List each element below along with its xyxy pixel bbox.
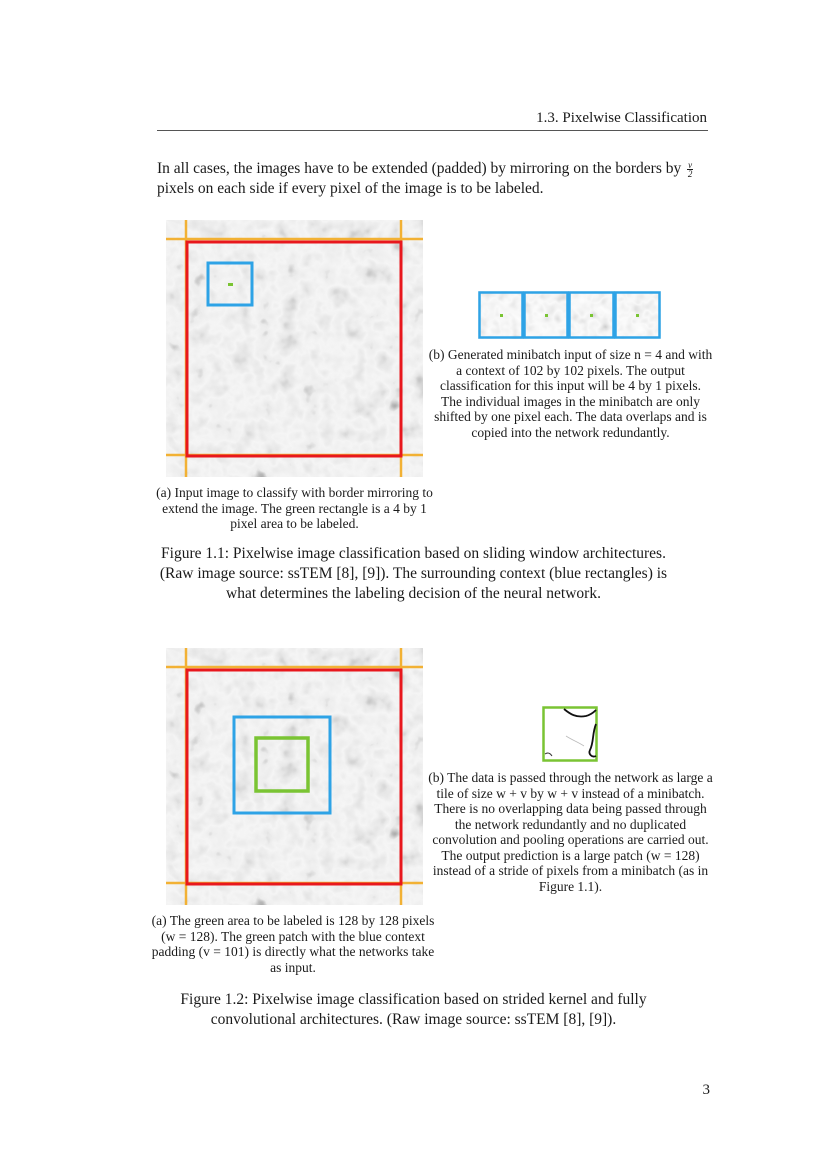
figure1-caption: Figure 1.1: Pixelwise image classification based on sliding window architectures. (Raw image source: ssTEM [8], [9]). The surrounding context (blue rectangles) is what determines the labeling decision of the neural network. [159,545,668,602]
figure2-caption-b: (b) The data is passed through the network as large a tile of size w + v by w + v instead of a minibatch. There is no overlapping data being passed through the network redundantly and no duplicated convolution and pooling operations are carried out. The output prediction is a large patch (w = 128) instead of a stride of pixels from a minibatch (as in Figure 1.1). [428,770,713,894]
figure2-output-patch [542,706,598,762]
intro-paragraph: In all cases, the images have to be extended (padded) by mirroring on the borders by $\frac{v}{2}$ pixels on each side if every pixel of the image is to be labeled. [157,160,693,197]
figure2-caption-a: (a) The green area to be labeled is 128 by 128 pixels (w = 128). The green patch with the blue context padding (v = 101) is directly what the networks take as input. [151,913,435,975]
figure1-input-image [166,220,423,477]
figure1-minibatch-strip [478,291,661,339]
page-number: 3 [702,1082,710,1098]
fraction-v-over-2: $\frac{v}{2}$ [687,160,693,179]
figure1-caption-a: (a) Input image to classify with border mirroring to extend the image. The green rectangle is a 4 by 1 pixel area to be labeled. [156,485,433,531]
figure2-input-image [166,648,423,905]
figure1-caption-b: (b) Generated minibatch input of size n = 4 and with a context of 102 by 102 pixels. The output classification for this input will be 4 by 1 pixels. The individual images in the minibatch are only shifted by one pixel each. The data overlaps and is copied into the network redundantly. [428,347,713,440]
green-label-area [228,283,233,286]
figure2-caption: Figure 1.2: Pixelwise image classification based on strided kernel and fully convolutional architectures. (Raw image source: ssTEM [8], [9]). [180,991,647,1028]
header-rule [157,130,708,131]
running-header: 1.3. Pixelwise Classification [536,110,707,126]
